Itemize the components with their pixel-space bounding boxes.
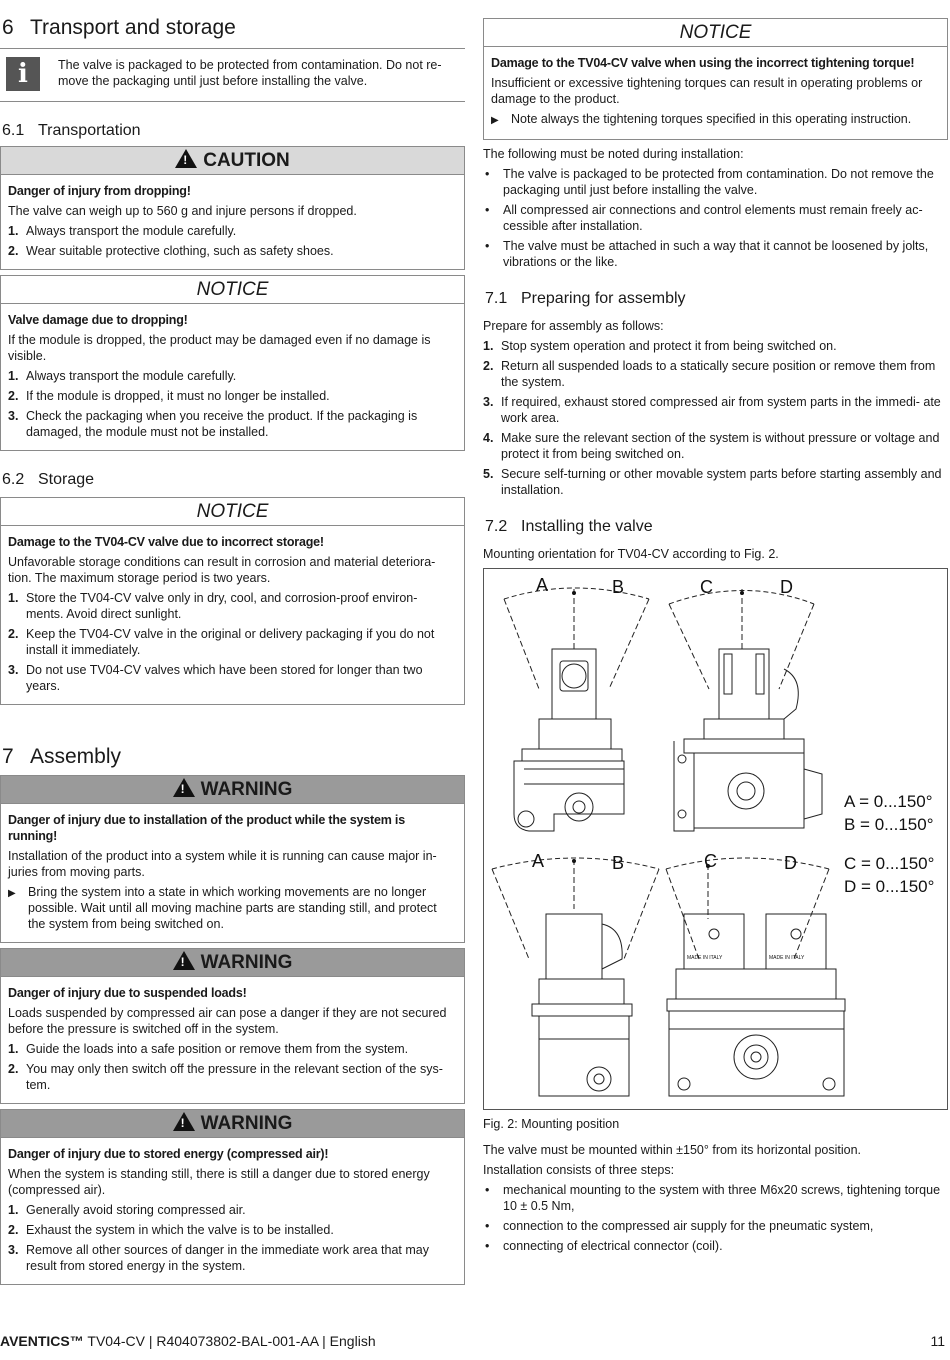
range-d: D = 0...150° [844,877,935,896]
list-item: 3. Check the packaging when you receive the product. If the packaging is damaged, the module must not be installed. [8,409,418,439]
page-number: 11 [930,1333,945,1349]
warning-header: !WARNING [1,1110,464,1138]
caution-title: Danger of injury from dropping! [8,184,191,198]
warning-triangle-icon [173,1112,195,1131]
info-note [0,48,465,102]
notice-header: NOTICE [1,276,464,304]
warning-triangle-icon [175,149,197,168]
warning-box-running [0,775,465,943]
bullet-item: • The valve must be attached in such a way that it cannot be loosened by jolts, vibrations or the like. [485,239,929,269]
warning-title: Danger of injury due to stored energy (compressed air)! [8,1147,329,1161]
bullet-item: • connection to the compressed air supply for the pneumatic system, [485,1219,874,1233]
installation-intro: The following must be noted during installation: [483,147,744,161]
list-item: 1. Store the TV04-CV valve only in dry, cool, and corrosion-proof environ- ments. Avoid direct sunlight. [8,591,418,621]
left-column [0,0,465,1285]
angle-label-c-top: C [700,577,713,597]
mounting-diagram [484,569,947,1107]
caution-box [0,146,465,270]
angle-label-b-top: B [612,577,625,597]
notice-box-storage [0,497,465,705]
list-item: 4. Make sure the relevant section of the system is without pressure or voltage and protect it from being switched on. [483,431,940,461]
notice-header: NOTICE [484,19,947,47]
warning-text: Installation of the product into a system while it is running can cause major in- juries from moving parts. [8,849,437,879]
arrow-icon: ▶ [8,888,16,899]
warning-text: When the system is standing still, there is still a danger due to stored energy (compressed air). [8,1167,430,1197]
list-item: 1. Generally avoid storing compressed air. [8,1203,246,1217]
range-b: B = 0...150° [844,815,934,834]
notice-header: NOTICE [1,498,464,526]
list-item: 3. Do not use TV04-CV valves which have been stored for longer than two years. [8,663,423,693]
angle-label-c-bottom: C [704,851,717,871]
angle-label-a-top: A [536,575,549,595]
list-item: 2. Wear suitable protective clothing, such as safety shoes. [8,244,334,258]
list-item: 1. Stop system operation and protect it from being switched on. [483,339,837,353]
notice-box-dropping [0,275,465,451]
caution-header: !CAUTION [1,147,464,175]
made-in-italy-stamp: MADE IN ITALY [769,955,805,961]
action-item: ▶ Note always the tightening torques specified in this operating instruction. [491,111,940,129]
warning-box-energy [0,1109,465,1285]
bullet-item: • The valve is packaged to be protected from contamination. Do not remove the packaging until just before installing the valve. [485,167,934,197]
notice-title: Damage to the TV04-CV valve when using the incorrect tightening torque! [491,56,915,70]
section-6-2-heading: 6.2 Storage [2,471,95,488]
list-item: 1. Always transport the module carefully. [8,369,237,383]
angle-label-b-bottom: B [612,853,625,873]
list-item: 2. Keep the TV04-CV valve in the original or delivery packaging if you do not install it immediately. [8,627,435,657]
info-icon: i [6,57,40,91]
range-a: A = 0...150° [844,792,933,811]
section-6-heading: 6 Transport and storage [2,16,236,39]
list-item: 2. Exhaust the system in which the valve is to be installed. [8,1223,334,1237]
mounting-tolerance-text: The valve must be mounted within ±150° from its horizontal position. [483,1143,862,1157]
warning-box-loads [0,948,465,1104]
list-item: 1. Guide the loads into a safe position or remove them from the system. [8,1042,409,1056]
section-7-2-heading: 7.2 Installing the valve [485,518,653,535]
section-7-1-heading: 7.1 Preparing for assembly [485,290,686,307]
list-item: 2. You may only then switch off the pressure in the relevant section of the sys- tem. [8,1062,443,1092]
notice-title: Damage to the TV04-CV valve due to incorrect storage! [8,535,324,549]
bullet-item: • All compressed air connections and control elements must remain freely ac- cessible after installation. [485,203,923,233]
list-item: 3. Remove all other sources of danger in the immediate work area that may result from stored energy in the system. [8,1243,429,1273]
brand-name: AVENTICS™ [0,1333,84,1349]
notice-text: If the module is dropped, the product may be damaged even if no damage is visible. [8,333,431,363]
section-6-1-heading: 6.1 Transportation [2,122,141,139]
list-item: 2. Return all suspended loads to a statically secure position or remove them from the system. [483,359,936,389]
angle-label-d-top: D [780,577,793,597]
arrow-icon: ▶ [491,115,499,126]
page-footer [0,1333,950,1349]
caution-text: The valve can weigh up to 560 g and injure persons if dropped. [8,204,357,218]
mounting-figure [483,568,948,1110]
right-column [483,0,948,1258]
list-item: 5. Secure self-turning or other movable system parts before starting assembly and installation. [483,467,942,497]
notice-title: Valve damage due to dropping! [8,313,188,327]
made-in-italy-stamp: MADE IN ITALY [687,955,723,961]
warning-triangle-icon [173,951,195,970]
mounting-intro: Mounting orientation for TV04-CV according to Fig. 2. [483,547,779,561]
warning-text: Loads suspended by compressed air can pose a danger if they are not secured before the pressure is switched off in the system. [8,1006,447,1036]
action-item: ▶ Bring the system into a state in which working movements are no longer possible. Wait until all moving machine parts are standing still, and protect the system from being switched on. [8,885,437,931]
notice-text: Unfavorable storage conditions can result in corrosion and material deteriora- tion. The maximum storage period is two years. [8,555,436,585]
bullet-item: • connecting of electrical connector (coil). [485,1239,723,1253]
angle-label-d-bottom: D [784,853,797,873]
warning-title: Danger of injury due to installation of the product while the system is running! [8,813,405,843]
range-c: C = 0...150° [844,854,935,873]
steps-intro: Installation consists of three steps: [483,1163,675,1177]
notice-text: Insufficient or excessive tightening torques can result in operating problems or damage to the product. [491,76,923,106]
warning-triangle-icon [173,778,195,797]
bullet-item: • mechanical mounting to the system with three M6x20 screws, tightening torque 10 ± 0.5 Nm, [485,1183,941,1213]
angle-label-a-bottom: A [532,851,545,871]
list-item: 2. If the module is dropped, it must no longer be installed. [8,389,330,403]
list-item: 3. If required, exhaust stored compressed air from system parts in the immedi- ate work area. [483,395,941,425]
document-id: TV04-CV | R404073802-BAL-001-AA | English [83,1333,376,1349]
section-7-heading: 7 Assembly [2,745,122,768]
prepare-intro: Prepare for assembly as follows: [483,319,664,333]
warning-header: !WARNING [1,776,464,804]
notice-box-torque [483,18,948,140]
warning-header: !WARNING [1,949,464,977]
list-item: 1. Always transport the module carefully. [8,224,237,238]
figure-caption: Fig. 2: Mounting position [483,1117,620,1131]
info-text: The valve is packaged to be protected from contamination. Do not re- move the packaging until just before installing the valve. [58,58,442,88]
warning-title: Danger of injury due to suspended loads! [8,986,247,1000]
